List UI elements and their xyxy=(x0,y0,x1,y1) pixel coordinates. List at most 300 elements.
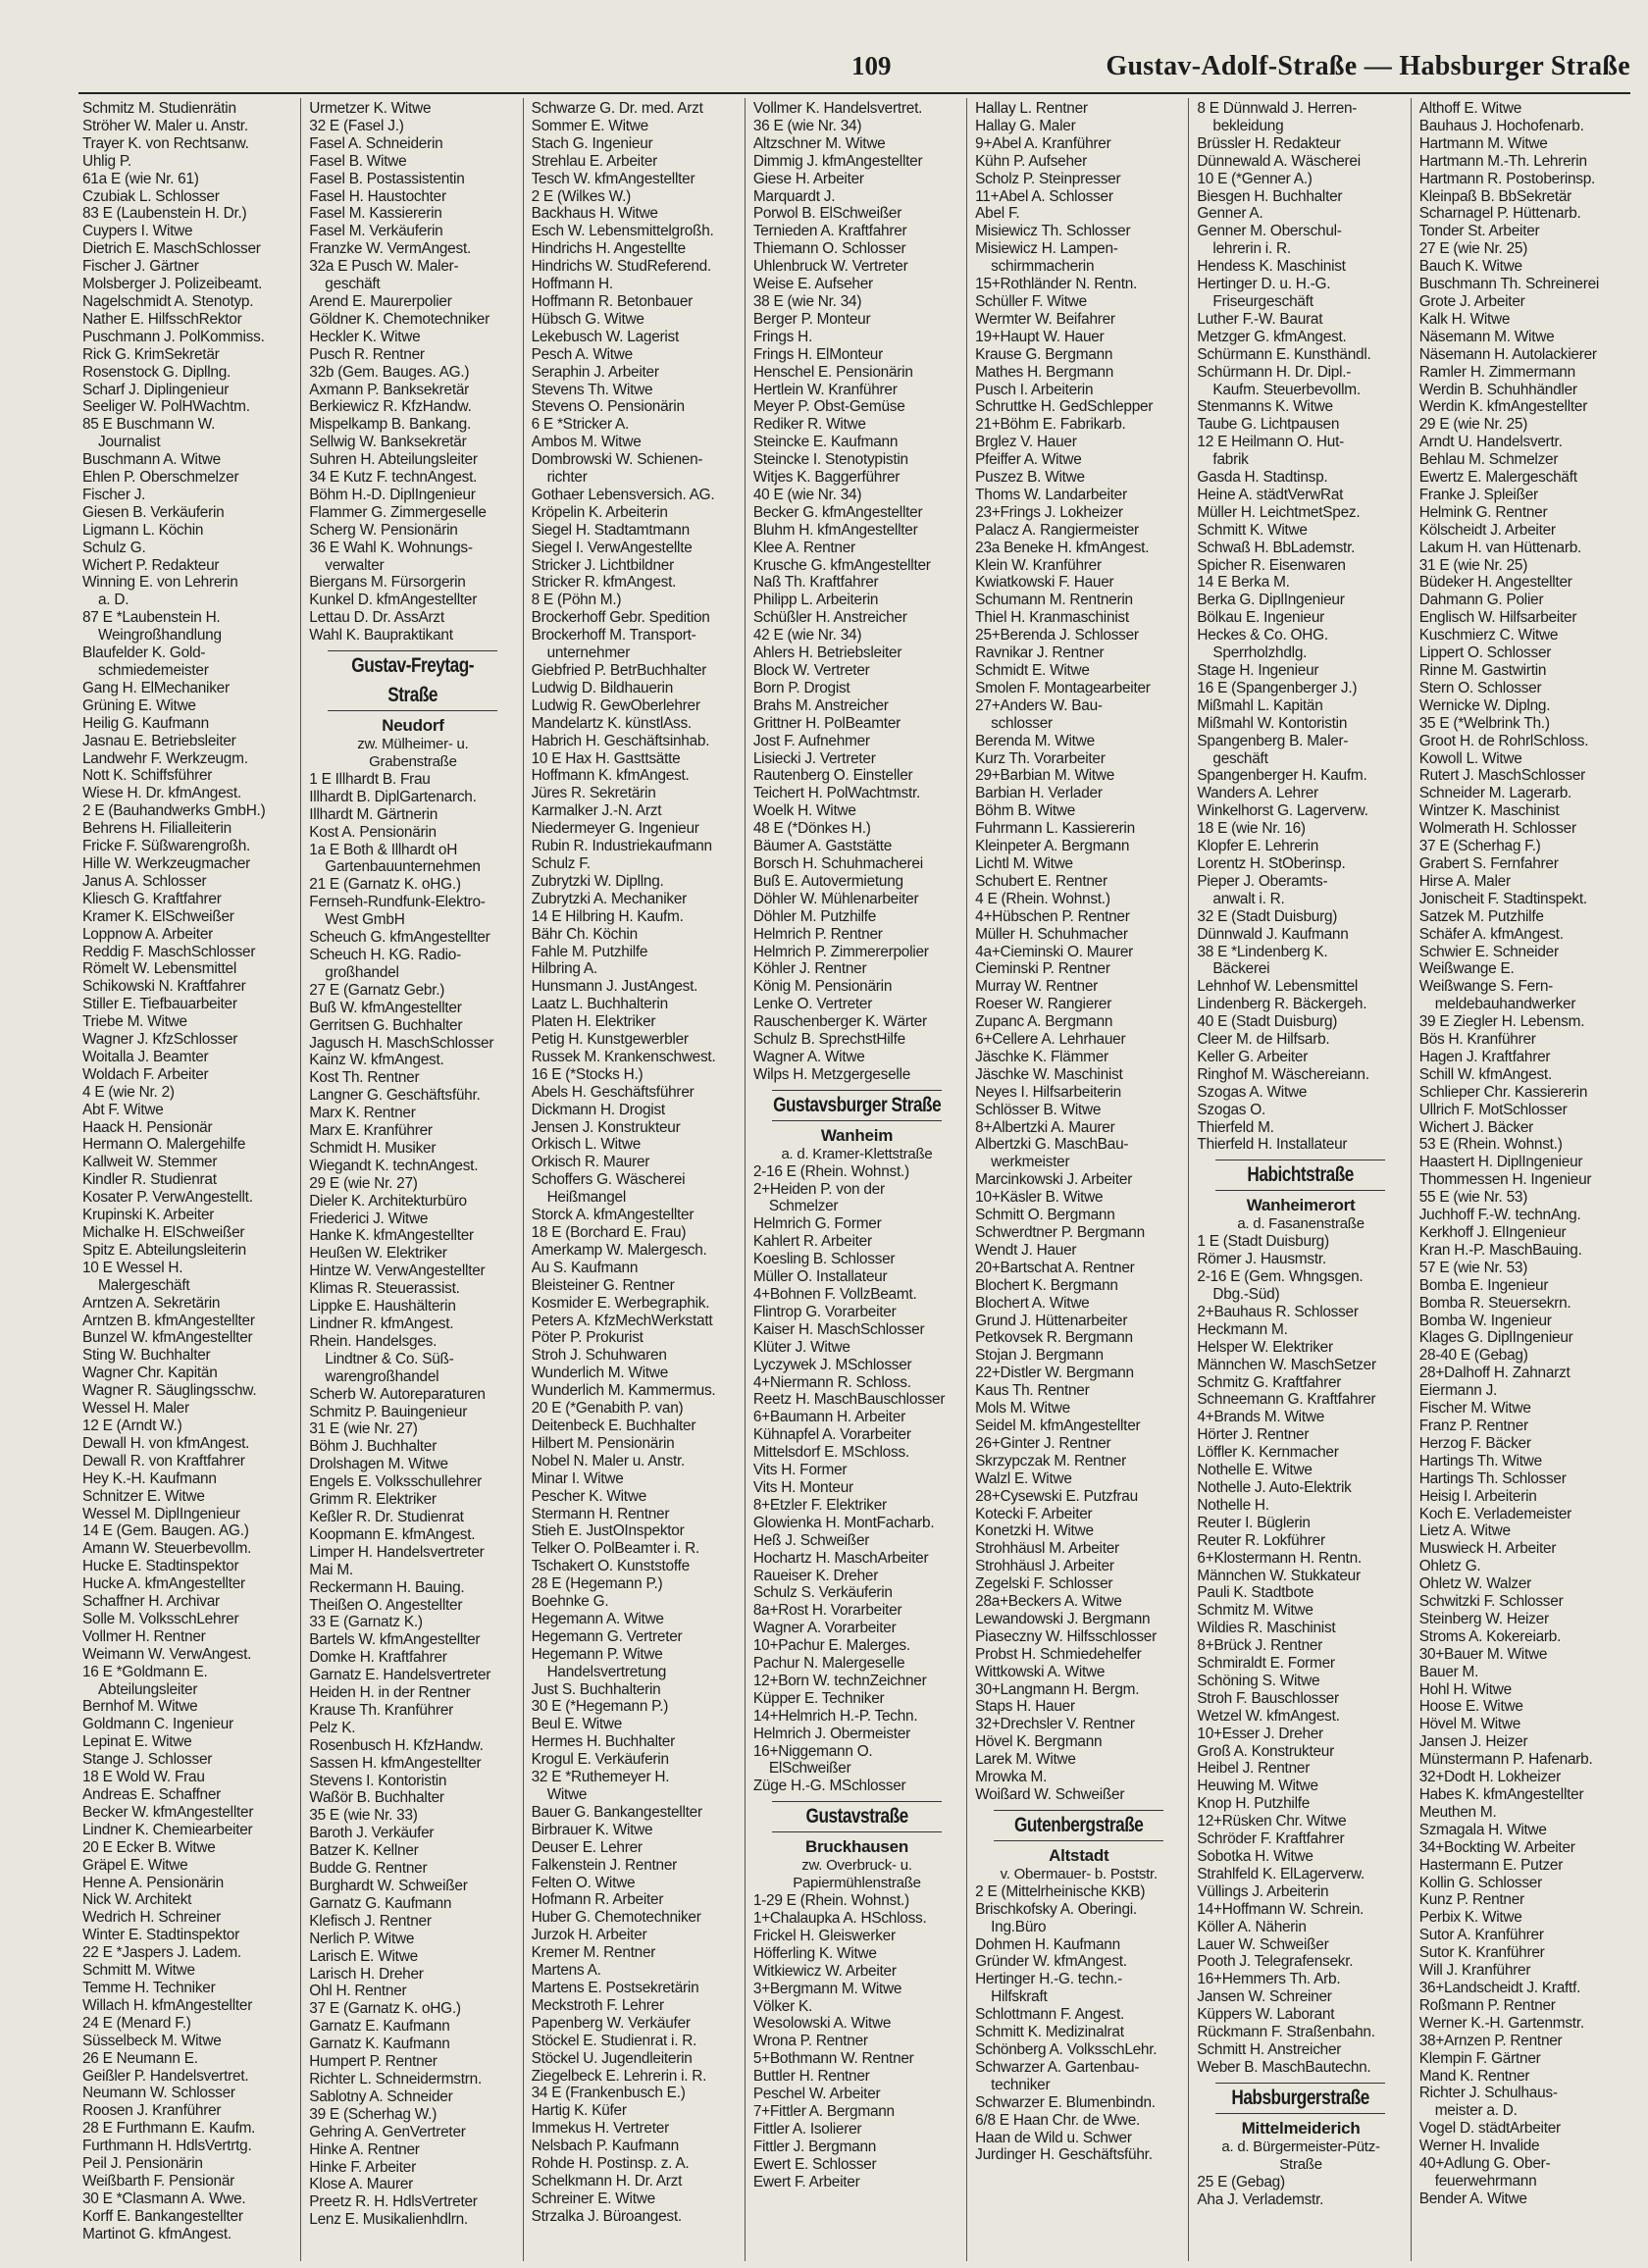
directory-entry: Szmagala H. Witwe xyxy=(1418,1821,1547,1838)
directory-entry: Scheuch G. kfmAngestellter xyxy=(309,929,490,947)
directory-entry: Arndt U. Handelsvertr. xyxy=(1418,434,1563,451)
directory-entry: 8+Brück J. Rentner xyxy=(1197,1637,1323,1655)
directory-entry: Eiermann J. xyxy=(1418,1382,1498,1400)
directory-entry: Jurdinger H. Geschäftsführ. xyxy=(975,2146,1153,2164)
directory-entry: Werner H. Invalide xyxy=(1418,2138,1540,2155)
directory-entry: Wagner A. Vorarbeiter xyxy=(752,1620,897,1637)
entry-continuation: Witwe xyxy=(546,1786,588,1803)
directory-columns xyxy=(78,98,1632,2261)
directory-entry: Schikowski N. Kraftfahrer xyxy=(82,978,246,996)
directory-entry: Seraphin J. Arbeiter xyxy=(531,363,659,381)
directory-entry: 26+Ginter J. Rentner xyxy=(975,1434,1111,1452)
directory-entry: 2+Heiden P. von der xyxy=(752,1180,885,1198)
directory-entry: 61a E (wie Nr. 61) xyxy=(82,170,199,187)
directory-entry: Vits H. Monteur xyxy=(752,1478,853,1496)
directory-entry: Piaseczny W. Hilfsschlosser xyxy=(975,1627,1157,1645)
directory-entry: Kaus Th. Rentner xyxy=(975,1382,1090,1400)
directory-entry: 27 E (Garnatz Gebr.) xyxy=(309,981,445,999)
directory-entry: 12 E Heilmann O. Hut- xyxy=(1197,434,1344,451)
directory-entry: Schwier E. Schneider xyxy=(1418,943,1559,960)
directory-entry: Drolshagen M. Witwe xyxy=(309,1456,448,1473)
directory-entry: Hövel K. Bergmann xyxy=(975,1733,1103,1751)
directory-entry: Schönberg A. VolksschLehr. xyxy=(975,2040,1158,2058)
directory-entry: Behrens H. Filialleiterin xyxy=(82,820,232,838)
directory-entry: Illhardt B. DiplGartenarch. xyxy=(309,788,477,805)
directory-entry: Kühnapfel A. Vorarbeiter xyxy=(752,1426,911,1444)
directory-entry: 40 E (wie Nr. 34) xyxy=(752,486,862,503)
directory-entry: Jäschke K. Flämmer xyxy=(975,1048,1108,1065)
directory-entry: Nagelschmidt A. Stenotyp. xyxy=(82,292,254,310)
directory-entry: Giebfried P. BetrBuchhalter xyxy=(531,662,707,679)
entry-continuation: Sperrholzhdlg. xyxy=(1212,644,1308,662)
directory-entry: Jagusch H. MaschSchlosser xyxy=(309,1034,494,1052)
directory-entry: Martens E. Postsekretärin xyxy=(531,1979,699,1996)
directory-entry: Puschmann J. PolKommiss. xyxy=(82,328,265,345)
directory-entry: Ohletz G. xyxy=(1418,1558,1481,1575)
directory-entry: Müller H. Schuhmacher xyxy=(975,925,1128,943)
directory-entry: Buschmann Th. Schreinerei xyxy=(1418,276,1600,293)
directory-entry: Weißwange S. Fern- xyxy=(1418,978,1554,996)
directory-entry: 40 E (Stadt Duisburg) xyxy=(1197,1013,1338,1031)
directory-entry: Karmalker J.-N. Arzt xyxy=(531,802,662,820)
directory-entry: Pooth J. Telegrafensekr. xyxy=(1197,1953,1354,1971)
directory-entry: Bender A. Witwe xyxy=(1418,2190,1527,2207)
district-heading: Wanheimerort xyxy=(1246,1196,1356,1215)
directory-entry: Kröpelin K. Arbeiterin xyxy=(531,503,668,521)
directory-entry: Habrich H. Geschäftsinhab. xyxy=(531,732,710,749)
directory-entry: Molsberger J. Polizeibeamt. xyxy=(82,276,263,293)
directory-entry: 14 E (Gem. Baugen. AG.) xyxy=(82,1522,249,1540)
directory-entry: Albertzki G. MaschBau- xyxy=(975,1136,1129,1154)
directory-entry: Rick G. KrimSekretär xyxy=(82,345,220,363)
entry-continuation: lehrerin i. R. xyxy=(1212,240,1291,258)
entry-continuation: verwalter xyxy=(325,556,385,574)
directory-entry: Garnatz E. Handelsvertreter xyxy=(309,1667,491,1684)
directory-entry: Grabert S. Fernfahrer xyxy=(1418,854,1559,872)
directory-entry: Wintzer K. Maschinist xyxy=(1418,802,1560,820)
directory-entry: Friederici J. Witwe xyxy=(309,1210,429,1227)
directory-entry: Tesch W. kfmAngestellter xyxy=(531,170,695,187)
directory-entry: Kost A. Pensionärin xyxy=(309,823,437,841)
directory-entry: Hendess K. Maschinist xyxy=(1197,258,1346,276)
directory-entry: Fasel M. Kassiererin xyxy=(309,205,442,223)
directory-entry: 87 E *Laubenstein H. xyxy=(82,609,221,627)
directory-entry: Falkenstein J. Rentner xyxy=(531,1856,678,1874)
directory-entry: Nick W. Architekt xyxy=(82,1891,192,1909)
directory-entry: Rinne M. Gastwirtin xyxy=(1418,662,1547,679)
directory-entry: Cuypers I. Witwe xyxy=(82,223,193,240)
directory-entry: Heckler K. Witwe xyxy=(309,328,421,345)
directory-entry: Wunderlich M. Kammermus. xyxy=(531,1382,716,1400)
directory-entry: Wesolowski A. Witwe xyxy=(752,2015,892,2033)
directory-entry: Strohhäusl J. Arbeiter xyxy=(975,1558,1114,1575)
directory-entry: König M. Pensionärin xyxy=(752,978,893,996)
directory-entry: Schill W. kfmAngest. xyxy=(1418,1065,1552,1083)
directory-entry: Helmink G. Rentner xyxy=(1418,503,1548,521)
directory-entry: Ehlen P. Oberschmelzer xyxy=(82,469,239,487)
directory-entry: Spicher R. Eisenwaren xyxy=(1197,556,1346,574)
directory-entry: Wahl K. Baupraktikant xyxy=(309,627,453,644)
directory-entry: Züge H.-G. MSchlosser xyxy=(752,1778,906,1795)
directory-entry: Haan de Wild u. Schwer xyxy=(975,2129,1132,2146)
directory-entry: Gehring A. GenVertreter xyxy=(309,2123,466,2140)
directory-entry: Limper H. Handelsvertreter xyxy=(309,1543,485,1561)
directory-entry: Brockerhoff Gebr. Spedition xyxy=(531,609,710,627)
directory-entry: 10 E (*Genner A.) xyxy=(1197,170,1313,187)
directory-entry: Schulz B. SprechstHilfe xyxy=(752,1031,905,1049)
directory-entry: Hagen J. Kraftfahrer xyxy=(1418,1048,1551,1065)
directory-entry: Born P. Drogist xyxy=(752,679,850,696)
directory-entry: Kosater P. VerwAngestellt. xyxy=(82,1189,253,1207)
directory-entry: 57 E (wie Nr. 53) xyxy=(1418,1259,1528,1276)
entry-continuation: feuerwehrmann xyxy=(1434,2172,1537,2190)
directory-entry: 2-16 E (Rhein. Wohnst.) xyxy=(752,1162,909,1180)
directory-entry: Bös H. Kranführer xyxy=(1418,1031,1536,1049)
directory-entry: Helmrich J. Obermeister xyxy=(752,1725,911,1742)
directory-entry: Marx K. Rentner xyxy=(309,1105,416,1122)
directory-entry: Kunz P. Rentner xyxy=(1418,1891,1524,1909)
directory-entry: Muswieck H. Arbeiter xyxy=(1418,1540,1557,1558)
directory-entry: Rutert J. MaschSchlosser xyxy=(1418,767,1586,785)
directory-entry: Fricke F. Süßwarengroßh. xyxy=(82,838,251,855)
directory-entry: Hartig K. Küfer xyxy=(531,2102,627,2120)
directory-entry: Dieler K. Architekturbüro xyxy=(309,1192,467,1210)
directory-entry: Kost Th. Rentner xyxy=(309,1069,420,1087)
directory-entry: 29+Barbian M. Witwe xyxy=(975,767,1115,785)
entry-continuation: West GmbH xyxy=(325,911,405,929)
directory-entry: Schwarzer E. Blumenbindn. xyxy=(975,2093,1156,2111)
directory-entry: Urmetzer K. Witwe xyxy=(309,100,432,117)
directory-entry: Giesen B. Verkäuferin xyxy=(82,503,225,521)
directory-entry: Herzog F. Bäcker xyxy=(1418,1434,1531,1452)
directory-entry: Ohl H. Rentner xyxy=(309,1983,407,2000)
directory-entry: Baroth J. Verkäufer xyxy=(309,1825,435,1842)
directory-entry: Spangenberger H. Kaufm. xyxy=(1197,767,1367,785)
page-header xyxy=(0,0,1648,94)
district-heading: Neudorf xyxy=(382,716,444,736)
directory-entry: Hinke F. Arbeiter xyxy=(309,2158,416,2176)
directory-entry: Porwol B. ElSchweißer xyxy=(752,205,902,223)
directory-entry: Bluhm H. kfmAngestellter xyxy=(752,521,918,539)
directory-entry: Berkiewicz R. KfzHandw. xyxy=(309,398,472,416)
directory-entry: Franz P. Rentner xyxy=(1418,1417,1528,1434)
directory-entry: Murray W. Rentner xyxy=(975,978,1099,996)
directory-entry: Krause Th. Kranführer xyxy=(309,1701,454,1719)
directory-entry: 30+Bauer M. Witwe xyxy=(1418,1645,1548,1663)
directory-entry: 55 E (wie Nr. 53) xyxy=(1418,1189,1528,1207)
directory-entry: Buttler H. Rentner xyxy=(752,2068,870,2086)
directory-entry: Fasel B. Postassistentin xyxy=(309,170,465,187)
directory-entry: 29 E (wie Nr. 25) xyxy=(1418,416,1528,434)
directory-entry: Laatz L. Buchhalterin xyxy=(531,996,668,1013)
directory-entry: 37 E (Scherhag F.) xyxy=(1418,838,1541,855)
directory-entry: Schneider M. Lagerarb. xyxy=(1418,785,1572,802)
directory-entry: Stricker R. kfmAngest. xyxy=(531,574,677,592)
directory-entry: Zegelski F. Schlosser xyxy=(975,1575,1113,1593)
directory-entry: Giese H. Arbeiter xyxy=(752,170,864,187)
directory-entry: Mißmahl W. Kontoristin xyxy=(1197,714,1348,732)
directory-entry: Klimas R. Steuerassist. xyxy=(309,1280,460,1298)
directory-entry: Ziegelbeck E. Lehrerin i. R. xyxy=(531,2067,707,2085)
directory-entry: Berka G. DiplIngenieur xyxy=(1197,592,1345,609)
directory-entry: Grote J. Arbeiter xyxy=(1418,292,1525,310)
street-location-note: Straße xyxy=(1279,2155,1322,2173)
directory-entry: Schürmann E. Kunsthändl. xyxy=(1197,345,1371,363)
directory-entry: Lindenberg R. Bäckergeh. xyxy=(1197,996,1367,1013)
directory-entry: Schulz G. xyxy=(82,539,146,556)
directory-entry: Domke H. Kraftfahrer xyxy=(309,1649,447,1667)
directory-entry: 32+Drechsler V. Rentner xyxy=(975,1716,1135,1733)
entry-continuation: warengroßhandel xyxy=(325,1367,439,1385)
directory-entry: Scharf J. Diplingenieur xyxy=(82,381,230,398)
directory-entry: 4+Hübschen P. Rentner xyxy=(975,907,1130,925)
directory-entry: Seeliger W. PolHWachtm. xyxy=(82,398,250,416)
directory-entry: 85 E Buschmann W. xyxy=(82,416,216,434)
directory-entry: Fittler A. Isolierer xyxy=(752,2120,862,2138)
directory-entry: Wichert P. Redakteur xyxy=(82,556,220,574)
directory-entry: Schoffers G. Wäscherei xyxy=(531,1171,686,1189)
directory-entry: Kwiatkowski F. Hauer xyxy=(975,574,1114,592)
directory-entry: Fischer M. Witwe xyxy=(1418,1400,1531,1418)
directory-entry: Hucke A. kfmAngestellter xyxy=(82,1575,245,1593)
directory-entry: Mittelsdorf E. MSchloss. xyxy=(752,1444,909,1462)
directory-entry: Kahlert R. Arbeiter xyxy=(752,1233,872,1251)
directory-entry: Nothelle J. Auto-Elektrik xyxy=(1197,1478,1352,1496)
directory-entry: 3+Bergmann M. Witwe xyxy=(752,1980,902,1997)
directory-entry: 4a+Cieminski O. Maurer xyxy=(975,943,1133,960)
directory-entry: Ewert E. Schlosser xyxy=(752,2155,877,2173)
directory-entry: 30+Langmann H. Bergm. xyxy=(975,1680,1140,1698)
directory-entry: Barbian H. Verlader xyxy=(975,785,1103,802)
directory-entry: Sablotny A. Schneider xyxy=(309,2088,453,2105)
directory-entry: 1a E Both & Illhardt oH xyxy=(309,841,458,858)
directory-entry: Brüssler H. Redakteur xyxy=(1197,134,1341,152)
directory-entry: Bauhaus J. Hochofenarb. xyxy=(1418,117,1584,134)
running-title: Gustav-Adolf-Straße — Habsburger Straße xyxy=(1106,51,1630,81)
directory-entry: Hertinger D. u. H.-G. xyxy=(1197,276,1331,293)
directory-entry: 1-29 E (Rhein. Wohnst.) xyxy=(752,1892,909,1910)
directory-entry: Männchen W. MaschSetzer xyxy=(1197,1356,1376,1373)
directory-entry: Biergans M. Fürsorgerin xyxy=(309,574,466,592)
directory-entry: Vollmer H. Rentner xyxy=(82,1627,206,1645)
directory-entry: Büdeker H. Angestellter xyxy=(1418,574,1572,592)
entry-continuation: Schmelzer xyxy=(768,1198,839,1215)
directory-entry: 6+Baumann H. Arbeiter xyxy=(752,1409,906,1426)
directory-entry: Peters A. KfzMechWerkstatt xyxy=(531,1312,713,1329)
directory-column xyxy=(1188,98,1410,2261)
directory-entry: Fahle M. Putzhilfe xyxy=(531,943,648,960)
directory-entry: Vogel D. städtArbeiter xyxy=(1418,2120,1561,2138)
directory-entry: Steinberg W. Heizer xyxy=(1418,1610,1549,1627)
directory-entry: Richter J. Schulhaus- xyxy=(1418,2085,1558,2102)
directory-entry: 8+Etzler F. Elektriker xyxy=(752,1496,887,1514)
entry-continuation: Bäckerei xyxy=(1212,960,1270,978)
directory-entry: Amerkamp W. Malergesch. xyxy=(531,1241,707,1259)
directory-entry: 27 E (wie Nr. 25) xyxy=(1418,240,1528,258)
directory-entry: Brockerhoff M. Transport- xyxy=(531,627,696,644)
directory-entry: 4+Niermann R. Schloss. xyxy=(752,1373,911,1391)
directory-entry: 2-16 E (Gem. Whngsgen. xyxy=(1197,1268,1364,1286)
directory-entry: Helmrich P. Zimmererpolier xyxy=(752,943,929,960)
directory-entry: Kleinpaß B. BbSekretär xyxy=(1418,187,1572,205)
directory-entry: Uhlenbruck W. Vertreter xyxy=(752,258,908,276)
directory-entry: Lorentz H. StOberinsp. xyxy=(1197,854,1346,872)
directory-entry: Klopfer E. Lehrerin xyxy=(1197,838,1318,855)
directory-entry: 34 E Kutz F. technAngest. xyxy=(309,469,478,487)
entry-continuation: Ing.Büro xyxy=(991,1918,1047,1935)
directory-entry: Sommer E. Witwe xyxy=(531,117,648,134)
directory-entry: Wiegandt K. technAngest. xyxy=(309,1157,479,1174)
directory-entry: Gräpel E. Witwe xyxy=(82,1856,188,1874)
street-heading: Habsburgerstraße xyxy=(1215,2083,1385,2114)
directory-entry: Strehlau E. Arbeiter xyxy=(531,152,658,170)
directory-entry: Hörter J. Rentner xyxy=(1197,1426,1310,1444)
street-location-note: Grabenstraße xyxy=(369,753,457,770)
directory-entry: Rohde H. Postinsp. z. A. xyxy=(531,2155,690,2173)
directory-entry: Mathes H. Bergmann xyxy=(975,363,1114,381)
directory-entry: Buß E. Autovermietung xyxy=(752,872,903,890)
directory-entry: Schwaß H. BbLademstr. xyxy=(1197,539,1356,556)
directory-entry: Beul E. Witwe xyxy=(531,1716,623,1733)
directory-entry: 42 E (wie Nr. 34) xyxy=(752,627,862,644)
directory-entry: 14 E Hilbring H. Kaufm. xyxy=(531,907,684,925)
directory-entry: Müller H. LeichtmetSpez. xyxy=(1197,503,1361,521)
directory-entry: Hallay G. Maler xyxy=(975,117,1076,134)
directory-entry: Grimm R. Elektriker xyxy=(309,1491,437,1509)
directory-entry: Abels H. Geschäftsführer xyxy=(531,1083,695,1101)
directory-entry: Hübsch G. Witwe xyxy=(531,310,644,328)
directory-entry: Scharnagel P. Hüttenarb. xyxy=(1418,205,1581,223)
directory-entry: Schöning S. Witwe xyxy=(1197,1672,1320,1689)
directory-entry: Heine A. städtVerwRat xyxy=(1197,486,1344,503)
directory-entry: Preetz R. H. HdlsVertreter xyxy=(309,2193,478,2211)
directory-entry: Schmidt E. Witwe xyxy=(975,662,1090,679)
directory-entry: Metzger G. kfmAngest. xyxy=(1197,328,1347,345)
entry-continuation: Malergeschäft xyxy=(98,1276,190,1294)
directory-entry: Seidel M. kfmAngestellter xyxy=(975,1417,1141,1434)
entry-continuation: Abteilungsleiter xyxy=(98,1680,198,1698)
directory-entry: Illhardt M. Gärtnerin xyxy=(309,805,438,823)
directory-entry: Helmrich G. Former xyxy=(752,1215,882,1233)
directory-entry: 23a Beneke H. kfmAngest. xyxy=(975,539,1150,556)
entry-continuation: schmiedemeister xyxy=(98,662,209,679)
directory-entry: 34+Bockting W. Arbeiter xyxy=(1418,1838,1575,1856)
directory-entry: Böhm H.-D. DiplIngenieur xyxy=(309,486,476,503)
directory-entry: Vüllings J. Arbeiterin xyxy=(1197,1882,1329,1900)
directory-entry: Scholz P. Steinpresser xyxy=(975,170,1121,187)
directory-entry: 9+Abel A. Kranführer xyxy=(975,134,1111,152)
directory-entry: Dohmen H. Kaufmann xyxy=(975,1935,1120,1953)
directory-entry: Kollin G. Schlosser xyxy=(1418,1874,1542,1891)
directory-entry: 22 E *Jaspers J. Ladem. xyxy=(82,1944,241,1962)
directory-entry: Stenmanns K. Witwe xyxy=(1197,398,1333,416)
entry-continuation: werkmeister xyxy=(991,1154,1070,1171)
entry-continuation: schlosser xyxy=(991,714,1053,732)
directory-entry: 53 E (Rhein. Wohnst.) xyxy=(1418,1136,1563,1154)
directory-entry: Waßör B. Buchhalter xyxy=(309,1789,444,1807)
directory-entry: Weißbarth F. Pensionär xyxy=(82,2172,235,2190)
directory-entry: Heußen W. Elektriker xyxy=(309,1245,447,1263)
directory-entry: Gründer W. kfmAngest. xyxy=(975,1953,1127,1971)
directory-entry: Wagner R. Säuglingsschw. xyxy=(82,1382,257,1400)
directory-entry: Hastermann E. Putzer xyxy=(1418,1856,1564,1874)
directory-entry: 16 E *Goldmann E. xyxy=(82,1663,208,1680)
directory-entry: Korff E. Bankangestellter xyxy=(82,2207,243,2225)
directory-entry: Behlau M. Schmelzer xyxy=(1418,451,1559,469)
directory-entry: Janus A. Schlosser xyxy=(82,872,207,890)
directory-entry: Gang H. ElMechaniker xyxy=(82,679,230,696)
directory-entry: Groß A. Konstrukteur xyxy=(1197,1742,1334,1760)
directory-entry: 15+Rothländer N. Rentn. xyxy=(975,276,1138,293)
directory-entry: Hohl H. Witwe xyxy=(1418,1680,1512,1698)
directory-entry: Esch W. Lebensmittelgroßh. xyxy=(531,223,714,240)
directory-entry: Krupinski K. Arbeiter xyxy=(82,1207,215,1224)
directory-entry: Hertlein W. Kranführer xyxy=(752,381,898,398)
directory-entry: Schröder F. Kraftfahrer xyxy=(1197,1830,1345,1848)
directory-entry: Bauch K. Witwe xyxy=(1418,258,1522,276)
directory-entry: Flammer G. Zimmergeselle xyxy=(309,503,487,521)
directory-entry: Hoffmann H. xyxy=(531,276,613,293)
directory-entry: Nather E. HilfsschRektor xyxy=(82,310,242,328)
directory-entry: Dewall R. von Kraftfahrer xyxy=(82,1452,245,1469)
directory-entry: Roosen J. Kranführer xyxy=(82,2102,222,2120)
directory-entry: Raueiser K. Dreher xyxy=(752,1567,879,1584)
directory-entry: Hegemann P. Witwe xyxy=(531,1645,663,1663)
entry-continuation: Weingroßhandlung xyxy=(98,627,222,644)
directory-entry: Block W. Vertreter xyxy=(752,662,870,679)
directory-entry: Willach H. kfmAngestellter xyxy=(82,1996,253,2014)
directory-entry: Fasel A. Schneiderin xyxy=(309,134,443,152)
entry-continuation: großhandel xyxy=(325,963,399,981)
directory-entry: Weißwange E. xyxy=(1418,960,1515,978)
directory-entry: Lauer W. Schweißer xyxy=(1197,1935,1329,1953)
directory-entry: Stroh J. Schuhwaren xyxy=(531,1347,667,1365)
directory-entry: Dahmann G. Polier xyxy=(1418,592,1544,609)
directory-entry: Budde G. Rentner xyxy=(309,1860,428,1878)
entry-continuation: geschäft xyxy=(1212,749,1268,767)
directory-entry: Schmitz M. Studienrätin xyxy=(82,100,236,117)
directory-entry: Gothaer Lebensversich. AG. xyxy=(531,486,715,503)
directory-entry: Biesgen H. Buchhalter xyxy=(1197,187,1343,205)
directory-entry: Werdin K. kfmAngestellter xyxy=(1418,398,1588,416)
directory-entry: Hertinger H.-G. techn.- xyxy=(975,1971,1123,1988)
directory-entry: Näsemann M. Witwe xyxy=(1418,328,1555,345)
directory-entry: Schlottmann F. Angest. xyxy=(975,2006,1125,2024)
directory-entry: Hallay L. Rentner xyxy=(975,100,1088,117)
directory-entry: Kotecki F. Arbeiter xyxy=(975,1505,1093,1522)
directory-entry: Klempin F. Gärtner xyxy=(1418,2049,1541,2067)
directory-entry: Dimmig J. kfmAngestellter xyxy=(752,152,923,170)
directory-entry: Wagner A. Witwe xyxy=(752,1048,865,1065)
directory-entry: Cieminski P. Rentner xyxy=(975,960,1110,978)
directory-entry: Meuthen M. xyxy=(1418,1803,1497,1821)
directory-entry: Ludwig R. GewOberlehrer xyxy=(531,696,700,714)
directory-entry: Woelk H. Witwe xyxy=(752,802,856,820)
directory-entry: Buß W. kfmAngestellter xyxy=(309,999,462,1016)
directory-entry: 35 E (*Welbrink Th.) xyxy=(1418,714,1550,732)
directory-entry: Peil J. Pensionärin xyxy=(82,2155,203,2173)
directory-entry: Lindner R. kfmAngest. xyxy=(309,1315,454,1332)
directory-entry: Koesling B. Schlosser xyxy=(752,1251,896,1268)
district-heading: Wanheim xyxy=(820,1125,894,1145)
entry-continuation: richter xyxy=(546,469,588,487)
directory-entry: Felten O. Witwe xyxy=(531,1874,636,1891)
directory-entry: 37 E (Garnatz K. oHG.) xyxy=(309,2000,461,2018)
directory-entry: 1 E (Stadt Duisburg) xyxy=(1197,1233,1329,1251)
directory-entry: Zubrytzki A. Mechaniker xyxy=(531,890,688,907)
directory-entry: Stroh F. Bauschlosser xyxy=(1197,1689,1339,1707)
directory-entry: Satzek M. Putzhilfe xyxy=(1418,907,1544,925)
